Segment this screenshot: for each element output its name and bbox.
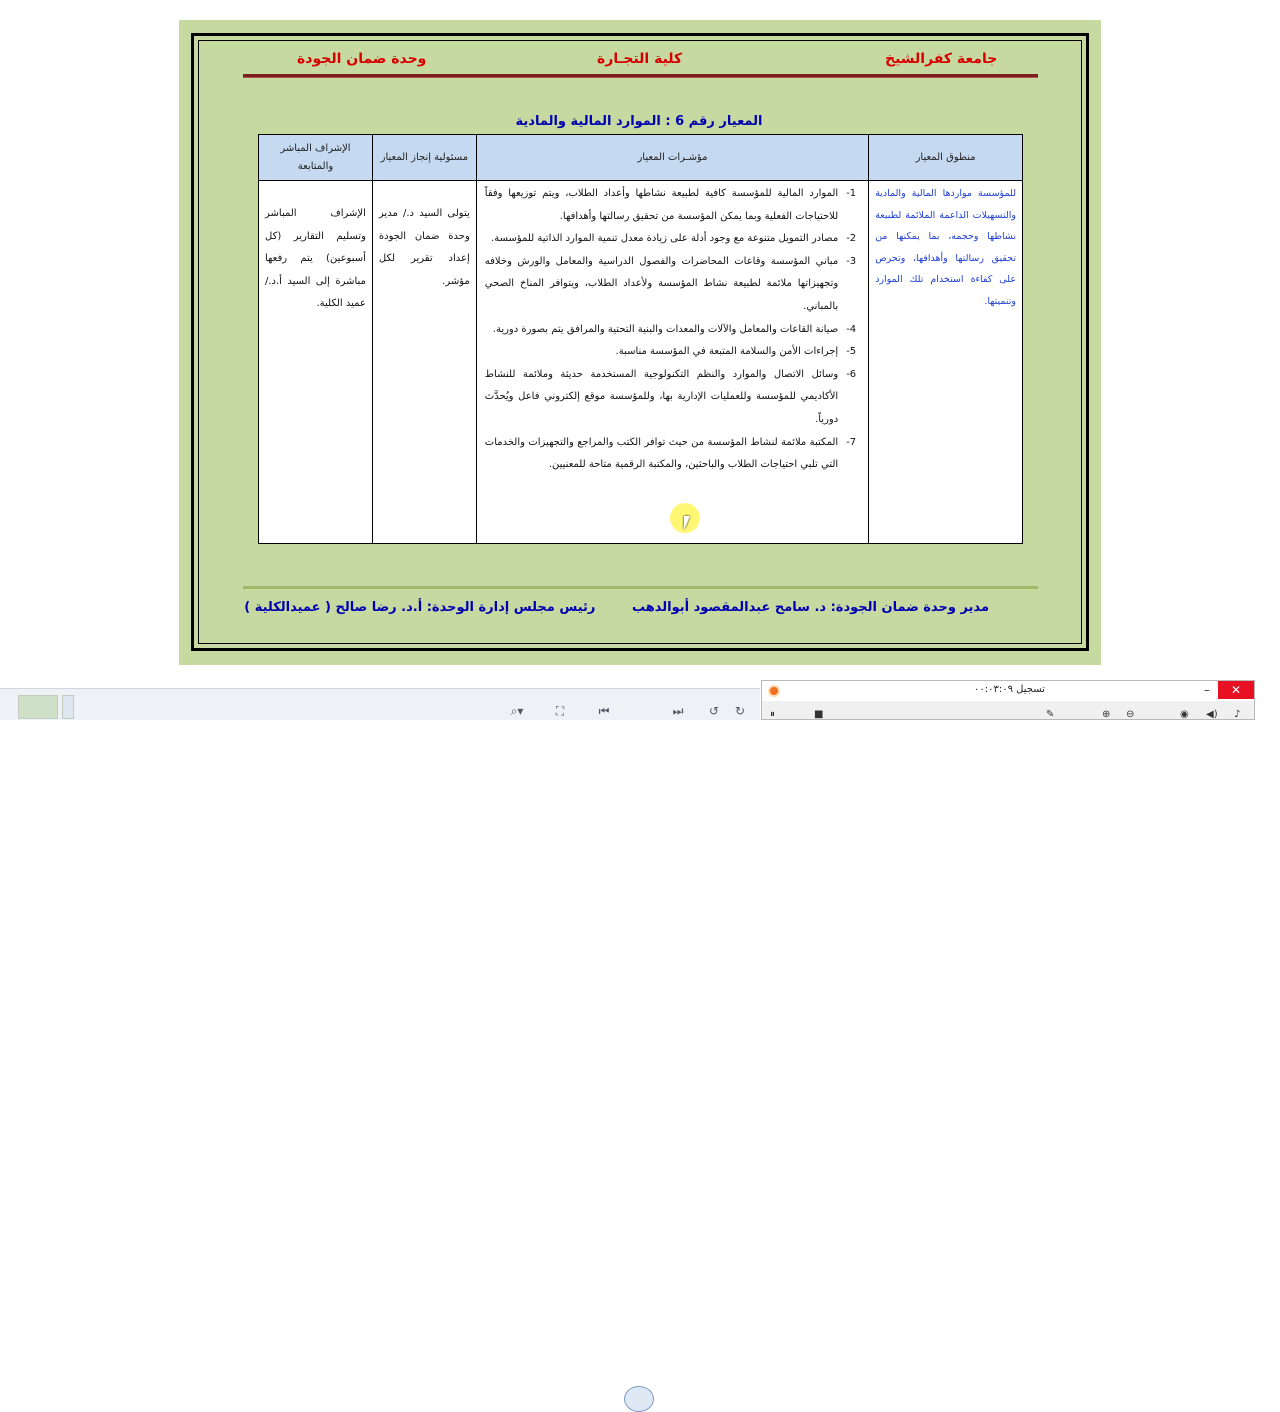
indicator-item [485,341,864,364]
indicator-number: 2- [846,233,857,245]
pause-icon[interactable]: ⏸ [770,709,775,720]
next-icon[interactable]: ⏭ [672,704,684,718]
speaker-icon[interactable]: ◀) [1206,709,1218,720]
table-header-row [259,135,1023,181]
indicator-item [485,228,864,251]
recorder-titlebar [762,681,1254,701]
webcam-icon[interactable]: ◉ [1180,709,1189,720]
minimize-button[interactable]: – [1204,683,1210,697]
viewer-toolbar [0,688,760,720]
mouse-cursor-icon [684,516,690,530]
indicator-text: الموارد المالية للمؤسسة كافية لطبيعة نشاطها وأعداد الطلاب، ويتم توزيعها وفقاً للاحتياجات الفعلية وبما يمكن المؤسسة من تحقيق رسالتها وأهدافها. [484,188,839,222]
indicator-text: المكتبة ملائمة لنشاط المؤسسة من حيث توافر الكتب والمراجع والتجهيزات والخدمات التي تلبي احتياجات الطلاب والباحثين، والمكتبة الرقمية متاحة للمعنيين. [484,436,839,471]
faculty-name: كلية التجـارة [597,51,683,67]
thumbnail-preview[interactable] [18,695,58,719]
table-row [259,181,1023,544]
zoom-out-icon[interactable]: ⊖ [1126,709,1135,720]
indicator-text: مباني المؤسسة وقاعات المحاضرات والفصول الدراسية والمعامل والورش وخلافه وتجهيزاتها ملائمة لطبيعة نشاط المؤسسة ولأعداد الطلاب، ويتوافر المناخ الصحي بالمباني. [484,255,839,312]
indicator-number: 3- [846,255,857,267]
standard-title: المعيار رقم 6 : الموارد المالية والمادية [515,114,763,129]
indicator-number: 1- [846,188,857,199]
indicator-item [485,319,864,342]
fit-screen-icon[interactable]: ⛶ [555,704,565,718]
thumbnail-preview-2[interactable] [62,695,74,719]
record-icon [768,685,780,697]
board-head-signature: رئيس مجلس إدارة الوحدة: أ.د. رضا صالح ( عميدالكلية ) [244,600,596,615]
logic-text: للمؤسسة مواردها المالية والمادية والتسهيلات الداعمة الملائمة لطبيعة نشاطها وحجمه، بما يمكنها من تحقيق رسالتها وأهدافها، وتحرص على كفاءة استخدام تلك الموارد وتنميتها. [875,188,1016,307]
rotate-right-icon[interactable]: ↻ [734,704,746,718]
indicator-number: 7- [846,436,857,448]
header-divider [243,74,1038,78]
indicator-text: وسائل الاتصال والموارد والنظم التكنولوجية المستخدمة حديثة وملائمة للنشاط الأكاديمي للمؤسسة وللعمليات الإدارية بها، وللمؤسسة موقع إلكتروني فاعل ويُحدَّث دورياً. [484,368,839,425]
indicator-list [477,181,868,477]
indicator-item [485,364,864,432]
previous-icon[interactable]: ⏮ [598,704,610,718]
header-supervision: الإشراف المباشر والمتابعة [259,135,373,181]
director-signature: مدير وحدة ضمان الجودة: د. سامح عبدالمقصود أبوالدهب [631,600,989,615]
footer-divider [243,586,1038,589]
stop-icon[interactable]: ■ [814,709,824,720]
indicator-item [485,432,864,477]
zoom-in-icon[interactable]: ⊕ [1102,709,1111,720]
indicators-cell [476,181,868,544]
indicator-number: 5- [846,346,857,358]
indicator-item [485,251,864,319]
header-logic: منطوق المعيار [869,135,1023,181]
responsibility-text: يتولى السيد د./ مدير وحدة ضمان الجودة إعداد تقرير لكل مؤشر. [378,208,470,287]
header-indicators: مؤشـرات المعيار [476,135,868,181]
pen-icon[interactable]: ✎ [1046,709,1055,720]
recorder-title: تسجيل ٠٠:٠٣:٠٩ [974,684,1045,695]
responsibility-cell [372,181,476,544]
microphone-icon[interactable]: ♪ [1234,709,1241,720]
standard-table [258,134,1023,544]
header-responsibility: مسئولية إنجاز المعيار [372,135,476,181]
zoom-icon[interactable]: ⌕▾ [510,704,524,718]
quality-unit-name: وحدة ضمان الجودة [297,51,427,67]
university-name: جامعة كفرالشيخ [885,51,998,67]
close-button[interactable]: ✕ [1218,681,1254,699]
indicator-item [485,183,864,228]
slide-page [179,20,1101,665]
rotate-left-icon[interactable]: ↺ [708,704,720,718]
recorder-window [761,680,1255,720]
logic-cell [869,181,1023,544]
indicator-number: 6- [846,368,857,380]
indicator-number: 4- [846,323,857,335]
indicator-text: إجراءات الأمن والسلامة المتبعة في المؤسسة مناسبة. [615,346,839,358]
slideshow-button[interactable] [624,1386,654,1412]
signature-footer [244,600,989,615]
indicator-text: صيانة القاعات والمعامل والآلات والمعدات والبنية التحتية والمرافق يتم بصورة دورية. [492,323,839,335]
supervision-cell [259,181,373,544]
indicator-text: مصادر التمويل متنوعة مع وجود أدلة على زيادة معدل تنمية الموارد الذاتية للمؤسسة. [491,233,839,245]
supervision-text: الإشراف المباشر وتسليم التقارير (كل أسبوعين) يتم رفعها مباشرة إلى السيد أ.د./عميد الكلية. [265,208,366,310]
